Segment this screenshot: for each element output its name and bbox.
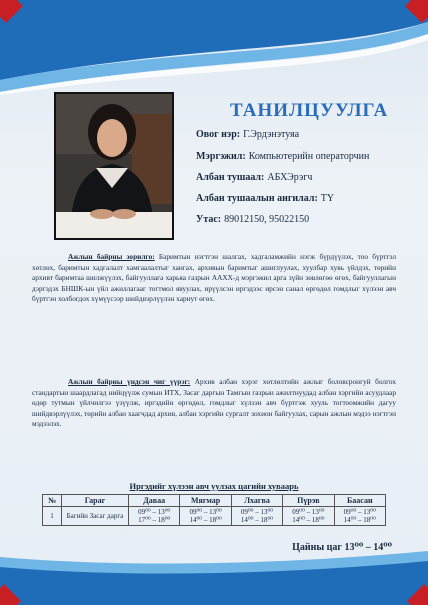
friday-hours xyxy=(334,507,385,526)
portrait-illustration xyxy=(56,94,172,238)
header-wednesday: Лхагва xyxy=(231,495,282,507)
friday-afternoon: 14⁰⁰ – 18⁰⁰ xyxy=(343,516,376,524)
header-friday: Баасан xyxy=(334,495,385,507)
header-thursday: Пүрэв xyxy=(283,495,334,507)
thursday-hours xyxy=(283,507,334,526)
purpose-text: Баримтын нэгтгэн шалгах, хадгаламжийн нэгж бүрдүүлэх, тоо бүртгэл хөтлөх, баримтын хадгалалт хамгаалалтыг хангах, архивын баримтыг ашиглуулах, хуулбар хувь үйлдэх, төрийн архивт баримтаа шилжүүлэх, байгууллага харьяа газрын ААХХ-д мэргэжил арга зүйн зөвлөгөө өгөх, байгууллагын дэргэдэх БНШК-ын үйл ажиллагааг тогтмол явуулах, ирүүлсэн иргэдээс ирсэн санал өргөдөл гомдлыг хүлээн авч бүртгэн холбогдох хүмүүсээр шийдвэрлүүлэн хариут өгөх. xyxy=(32,252,396,304)
rank-label: Албан тушаалын ангилал: xyxy=(196,193,318,204)
monday-morning: 09⁰⁰ – 13⁰⁰ xyxy=(138,508,171,516)
monday-afternoon: 17⁰⁰ – 18⁰⁰ xyxy=(138,516,171,524)
position-label: Албан тушаал: xyxy=(196,172,265,183)
schedule-table xyxy=(42,494,386,526)
row-role: Багийн Засаг дарга xyxy=(62,507,129,526)
phone-label: Утас: xyxy=(196,214,222,225)
wednesday-hours xyxy=(231,507,282,526)
page-title: ТАНИЛЦУУЛГА xyxy=(230,100,389,121)
name-row xyxy=(196,129,299,140)
friday-morning: 09⁰⁰ – 13⁰⁰ xyxy=(343,508,376,516)
profession-row xyxy=(196,151,369,162)
thursday-morning: 09⁰⁰ – 13⁰⁰ xyxy=(292,508,325,516)
tuesday-afternoon: 14⁰⁰ – 18⁰⁰ xyxy=(189,516,222,524)
phone-row xyxy=(196,214,309,225)
duties-text: Архив албан хэрэг хөтлөлтийн ажлыг боловсронгуй болгох стандартын шаардлагад нийцүүлж сумын ИТХ, Засаг даргын Тамгын газрын ажилтнуудад албан хэргийн асуудлаар өдөр тутмын үйлчилгээ үзүүлж, иргэдийн өргөдөл, гомдлыг хүлээн авч бүртгэж хууль тогтоомжийн дагуу шийдвэрлүүлэх, төрийн албан хаагчдад архив, албан хэргийн сургалт зохион байгуулах, сарын ажлын мэдээ нэгтгэн мэдээлэх. xyxy=(32,377,396,429)
duties-paragraph xyxy=(32,377,396,430)
position-value: АБХЭрэгч xyxy=(267,172,313,183)
rank-value: ТҮ xyxy=(320,193,335,204)
header-monday: Даваа xyxy=(129,495,180,507)
header-tuesday: Мягмар xyxy=(180,495,231,507)
duties-heading: Ажлын байрны үндсэн чиг үүрэг: xyxy=(68,377,191,386)
purpose-paragraph xyxy=(32,252,396,305)
phone-value: 89012150, 95022150 xyxy=(224,214,310,225)
profession-label: Мэргэжил: xyxy=(196,151,246,162)
position-row xyxy=(196,172,312,183)
profession-value: Компьютерийн операторчин xyxy=(248,151,370,162)
header-role: Гараг xyxy=(62,495,129,507)
table-row xyxy=(43,507,386,526)
wednesday-afternoon: 14⁰⁰ – 18⁰⁰ xyxy=(240,516,274,524)
thursday-afternoon: 14⁰⁰ – 18⁰⁰ xyxy=(292,516,325,524)
purpose-heading: Ажлын байрны зорилго: xyxy=(68,252,155,261)
schedule-title: Иргэдийг хүлээн авч уулзах цагийн хуваарь xyxy=(129,481,299,491)
schedule-header-row xyxy=(43,495,386,507)
name-label: Овог нэр: xyxy=(196,129,241,140)
profile-photo xyxy=(54,92,174,240)
rank-row xyxy=(196,193,334,204)
monday-hours xyxy=(129,507,180,526)
header-num: № xyxy=(43,495,62,507)
bottom-wave-decoration xyxy=(0,543,428,605)
lunch-break: Цайны цаг 13⁰⁰ – 14⁰⁰ xyxy=(292,542,392,553)
top-wave-decoration xyxy=(0,0,428,95)
name-value: Г.Эрдэнэтуяа xyxy=(243,129,300,140)
tuesday-hours xyxy=(180,507,231,526)
tuesday-morning: 09⁰⁰ – 13⁰⁰ xyxy=(189,508,222,516)
wednesday-morning: 09⁰⁰ – 13⁰⁰ xyxy=(240,508,274,516)
row-number: 1 xyxy=(43,507,62,526)
